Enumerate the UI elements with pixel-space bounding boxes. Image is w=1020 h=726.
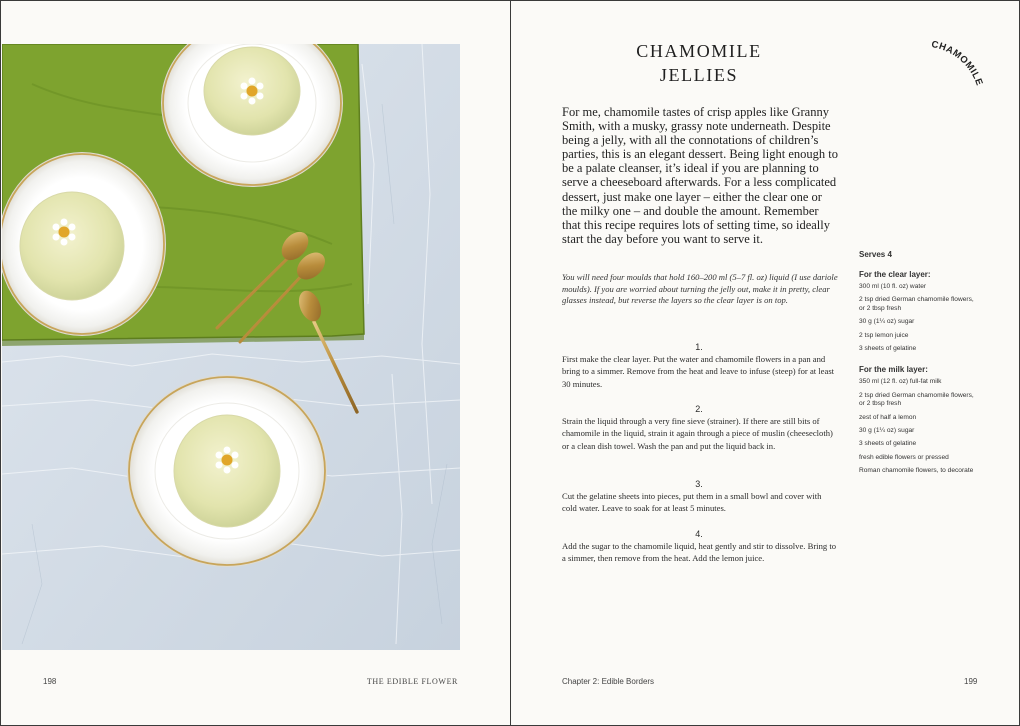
page-number-left: 198: [43, 677, 57, 686]
step-number: 3.: [695, 479, 703, 489]
step-number: 2.: [695, 404, 703, 414]
step-text: Cut the gelatine sheets into pieces, put them in a small bowl and cover with cold water. Leave to soak for at least 5 minutes.: [562, 491, 822, 514]
chapter-tab: [919, 37, 999, 117]
ingredient-item: 2 tsp dried German chamomile flowers, or 2 tbsp fresh: [859, 391, 974, 408]
step-text: Strain the liquid through a very fine sieve (strainer). If there are still bits of chamomile in the liquid, strain it again through a piece of muslin (cheesecloth) or a clean dish towel. Wash the pan and put the liquid back in.: [562, 416, 833, 451]
page-gutter: [510, 0, 511, 726]
recipe-intro: For me, chamomile tastes of crisp apples like Granny Smith, with a musky, grassy note underneath. Despite being a jelly, with all the connotations of children’s parties, this is an elegant dessert. Being light enough to be a palate cleanser, it’s ideal if you are planning to serve a cheeseboard afterwards. For a less complicated dessert, just make one layer – either the clear one or the milky one – and double the amount. Remember that this recipe requires lots of setting time, so ideally start the day before you want to serve it.: [562, 105, 838, 246]
method-step: [562, 529, 836, 565]
milk-layer-heading: For the milk layer:: [859, 365, 928, 375]
page-number-right: 199: [964, 677, 978, 686]
ingredient-item: Roman chamomile flowers, to decorate: [859, 467, 974, 475]
ingredient-item: 350 ml (12 fl. oz) full-fat milk: [859, 378, 942, 386]
clear-layer-heading: For the clear layer:: [859, 270, 931, 279]
ingredient-item: 30 g (1¼ oz) sugar: [859, 318, 915, 326]
running-head-right: Chapter 2: Edible Borders: [562, 677, 655, 686]
serves-label: Serves 4: [859, 250, 892, 259]
method-step: [562, 342, 836, 390]
recipe-photo: [2, 44, 460, 650]
recipe-title-line-2: JELLIES: [659, 65, 739, 85]
ingredient-item: 2 tsp lemon juice: [859, 331, 909, 339]
ingredient-item: 3 sheets of gelatine: [859, 345, 917, 353]
ingredient-item: zest of half a lemon: [859, 413, 917, 421]
recipe-title-line-1: CHAMOMILE: [636, 41, 762, 61]
ingredients-sidebar: [859, 250, 979, 488]
ingredient-item: 300 ml (10 fl. oz) water: [859, 283, 927, 290]
step-number: 1.: [695, 342, 703, 352]
running-head-left: THE EDIBLE FLOWER: [366, 677, 458, 686]
clear-layer-list: [859, 283, 979, 353]
ingredient-item: 3 sheets of gelatine: [859, 440, 917, 448]
step-text: First make the clear layer. Put the water and chamomile flowers in a pan and bring to a simmer. Remove from the heat and leave to infuse (steep) for at least 30 minutes.: [562, 354, 835, 389]
jellies-photo-illustration: [2, 44, 460, 650]
recipe-intro-note: You will need four moulds that hold 160–200 ml (5–7 fl. oz) liquid (I use dariole moulds). If you are worried about turning the jelly out, make it in pretty, clear glasses instead, but reverse the layers so the clear layer is on top.: [562, 272, 838, 306]
recipe-title: [599, 39, 799, 87]
method-step: [562, 479, 836, 515]
step-text: Add the sugar to the chamomile liquid, heat gently and stir to dissolve. Bring to a simmer, then remove from the heat. Add the lemon juice.: [562, 541, 837, 564]
milk-layer-list: [859, 378, 979, 475]
ingredient-item: 30 g (1¼ oz) sugar: [859, 427, 915, 435]
svg-text:CHAMOMILE: [930, 39, 984, 87]
ingredient-item: 2 tsp dried German chamomile flowers, or 2 tbsp fresh: [859, 296, 974, 312]
method-step: [562, 404, 836, 452]
plate-left: [2, 152, 166, 336]
ingredient-item: fresh edible flowers or pressed: [859, 453, 949, 461]
step-number: 4.: [695, 529, 703, 539]
plate-bottom: [127, 375, 327, 567]
chapter-tab-label: CHAMOMILE: [930, 39, 985, 88]
